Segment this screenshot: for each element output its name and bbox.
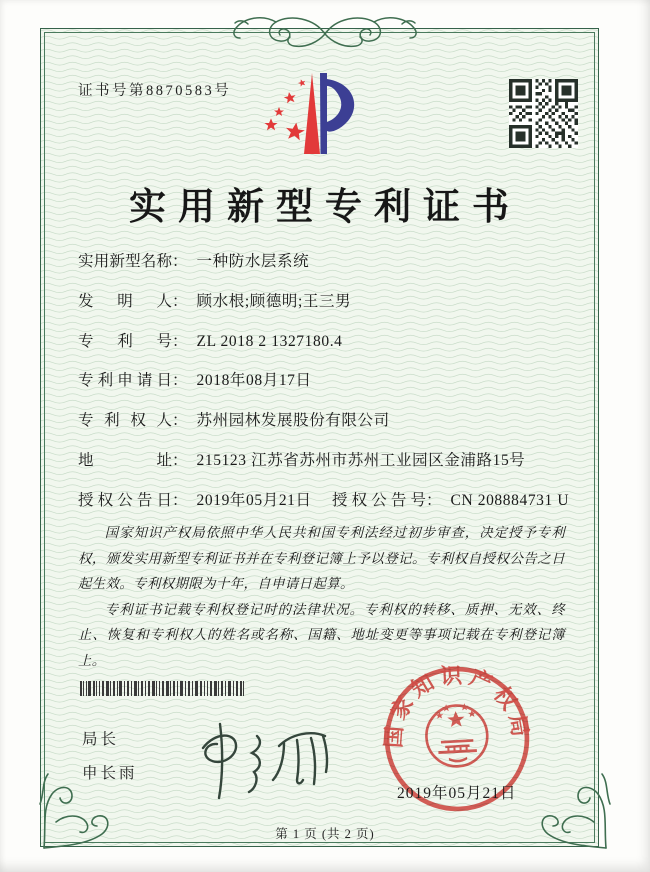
colon: ： (172, 491, 188, 509)
field-label: 地址 (78, 451, 172, 469)
seal-date: 2019年05月21日 (397, 785, 517, 802)
field-value: 苏州园林发展股份有限公司 (196, 412, 390, 430)
field-label: 授权公告号 (332, 491, 426, 509)
colon: ： (172, 292, 188, 310)
signer-block (82, 727, 138, 795)
field-label: 专利权人 (78, 412, 172, 430)
barcode-icon (80, 681, 244, 696)
field-label: 实用新型名称 (78, 253, 172, 270)
field-value: 2019年05月21日 (196, 491, 312, 509)
signer-name: 申长雨 (82, 765, 138, 782)
colon: ： (426, 491, 442, 509)
fields-block (78, 249, 583, 528)
field-row-grant (78, 488, 583, 512)
field-row-patentee (78, 408, 583, 432)
field-value: CN 208884731 U (450, 491, 570, 509)
field-value: 215123 江苏省苏州市苏州工业园区金浦路15号 (196, 451, 526, 469)
field-row-inventors (78, 289, 583, 313)
colon: ： (172, 412, 188, 430)
grant-no-cell (332, 488, 569, 510)
certificate-title: 实用新型专利证书 (129, 187, 521, 228)
certificate-number: 证书号第8870583号 (78, 83, 232, 99)
field-label: 授权公告日 (78, 491, 172, 509)
field-value: 一种防水层系统 (196, 253, 310, 270)
page-number: 第 1 页 (共 2 页) (275, 827, 375, 841)
qr-code-icon (509, 79, 578, 148)
legal-paragraph-1: 国家知识产权局依照中华人民共和国专利法经过初步审查，决定授予专利权，颁发实用新型专利证书并在专利登记簿上予以登记。专利权自授权公告之日起生效。专利权期限为十年，自申请日起算。 (78, 525, 565, 592)
colon: ： (172, 332, 188, 350)
signature-icon (183, 710, 338, 805)
field-label: 专利号 (78, 332, 172, 350)
colon: ： (172, 372, 188, 390)
colon: ： (172, 451, 188, 469)
colon: ： (172, 253, 188, 270)
field-label: 发明人 (78, 292, 172, 310)
seal-ring-text: 国家知识产权局 (381, 663, 533, 749)
signer-title: 局长 (82, 731, 120, 748)
field-row-name (78, 249, 583, 273)
field-row-filing-date (78, 368, 583, 392)
legal-paragraph-2: 专利证书记载专利权登记时的法律状况。专利权的转移、质押、无效、终止、恢复和专利权人的姓名或名称、国籍、地址变更等事项记载在专利登记簿上。 (78, 601, 565, 668)
field-value: 顾水根;顾德明;王三男 (196, 292, 352, 310)
cnipa-logo-icon (256, 70, 374, 174)
legal-text-block (78, 520, 565, 674)
field-value: ZL 2018 2 1327180.4 (196, 332, 343, 350)
field-row-address (78, 448, 583, 472)
field-row-patent-no (78, 329, 583, 353)
field-value: 2018年08月17日 (196, 372, 312, 390)
field-label: 专利申请日 (78, 372, 172, 390)
